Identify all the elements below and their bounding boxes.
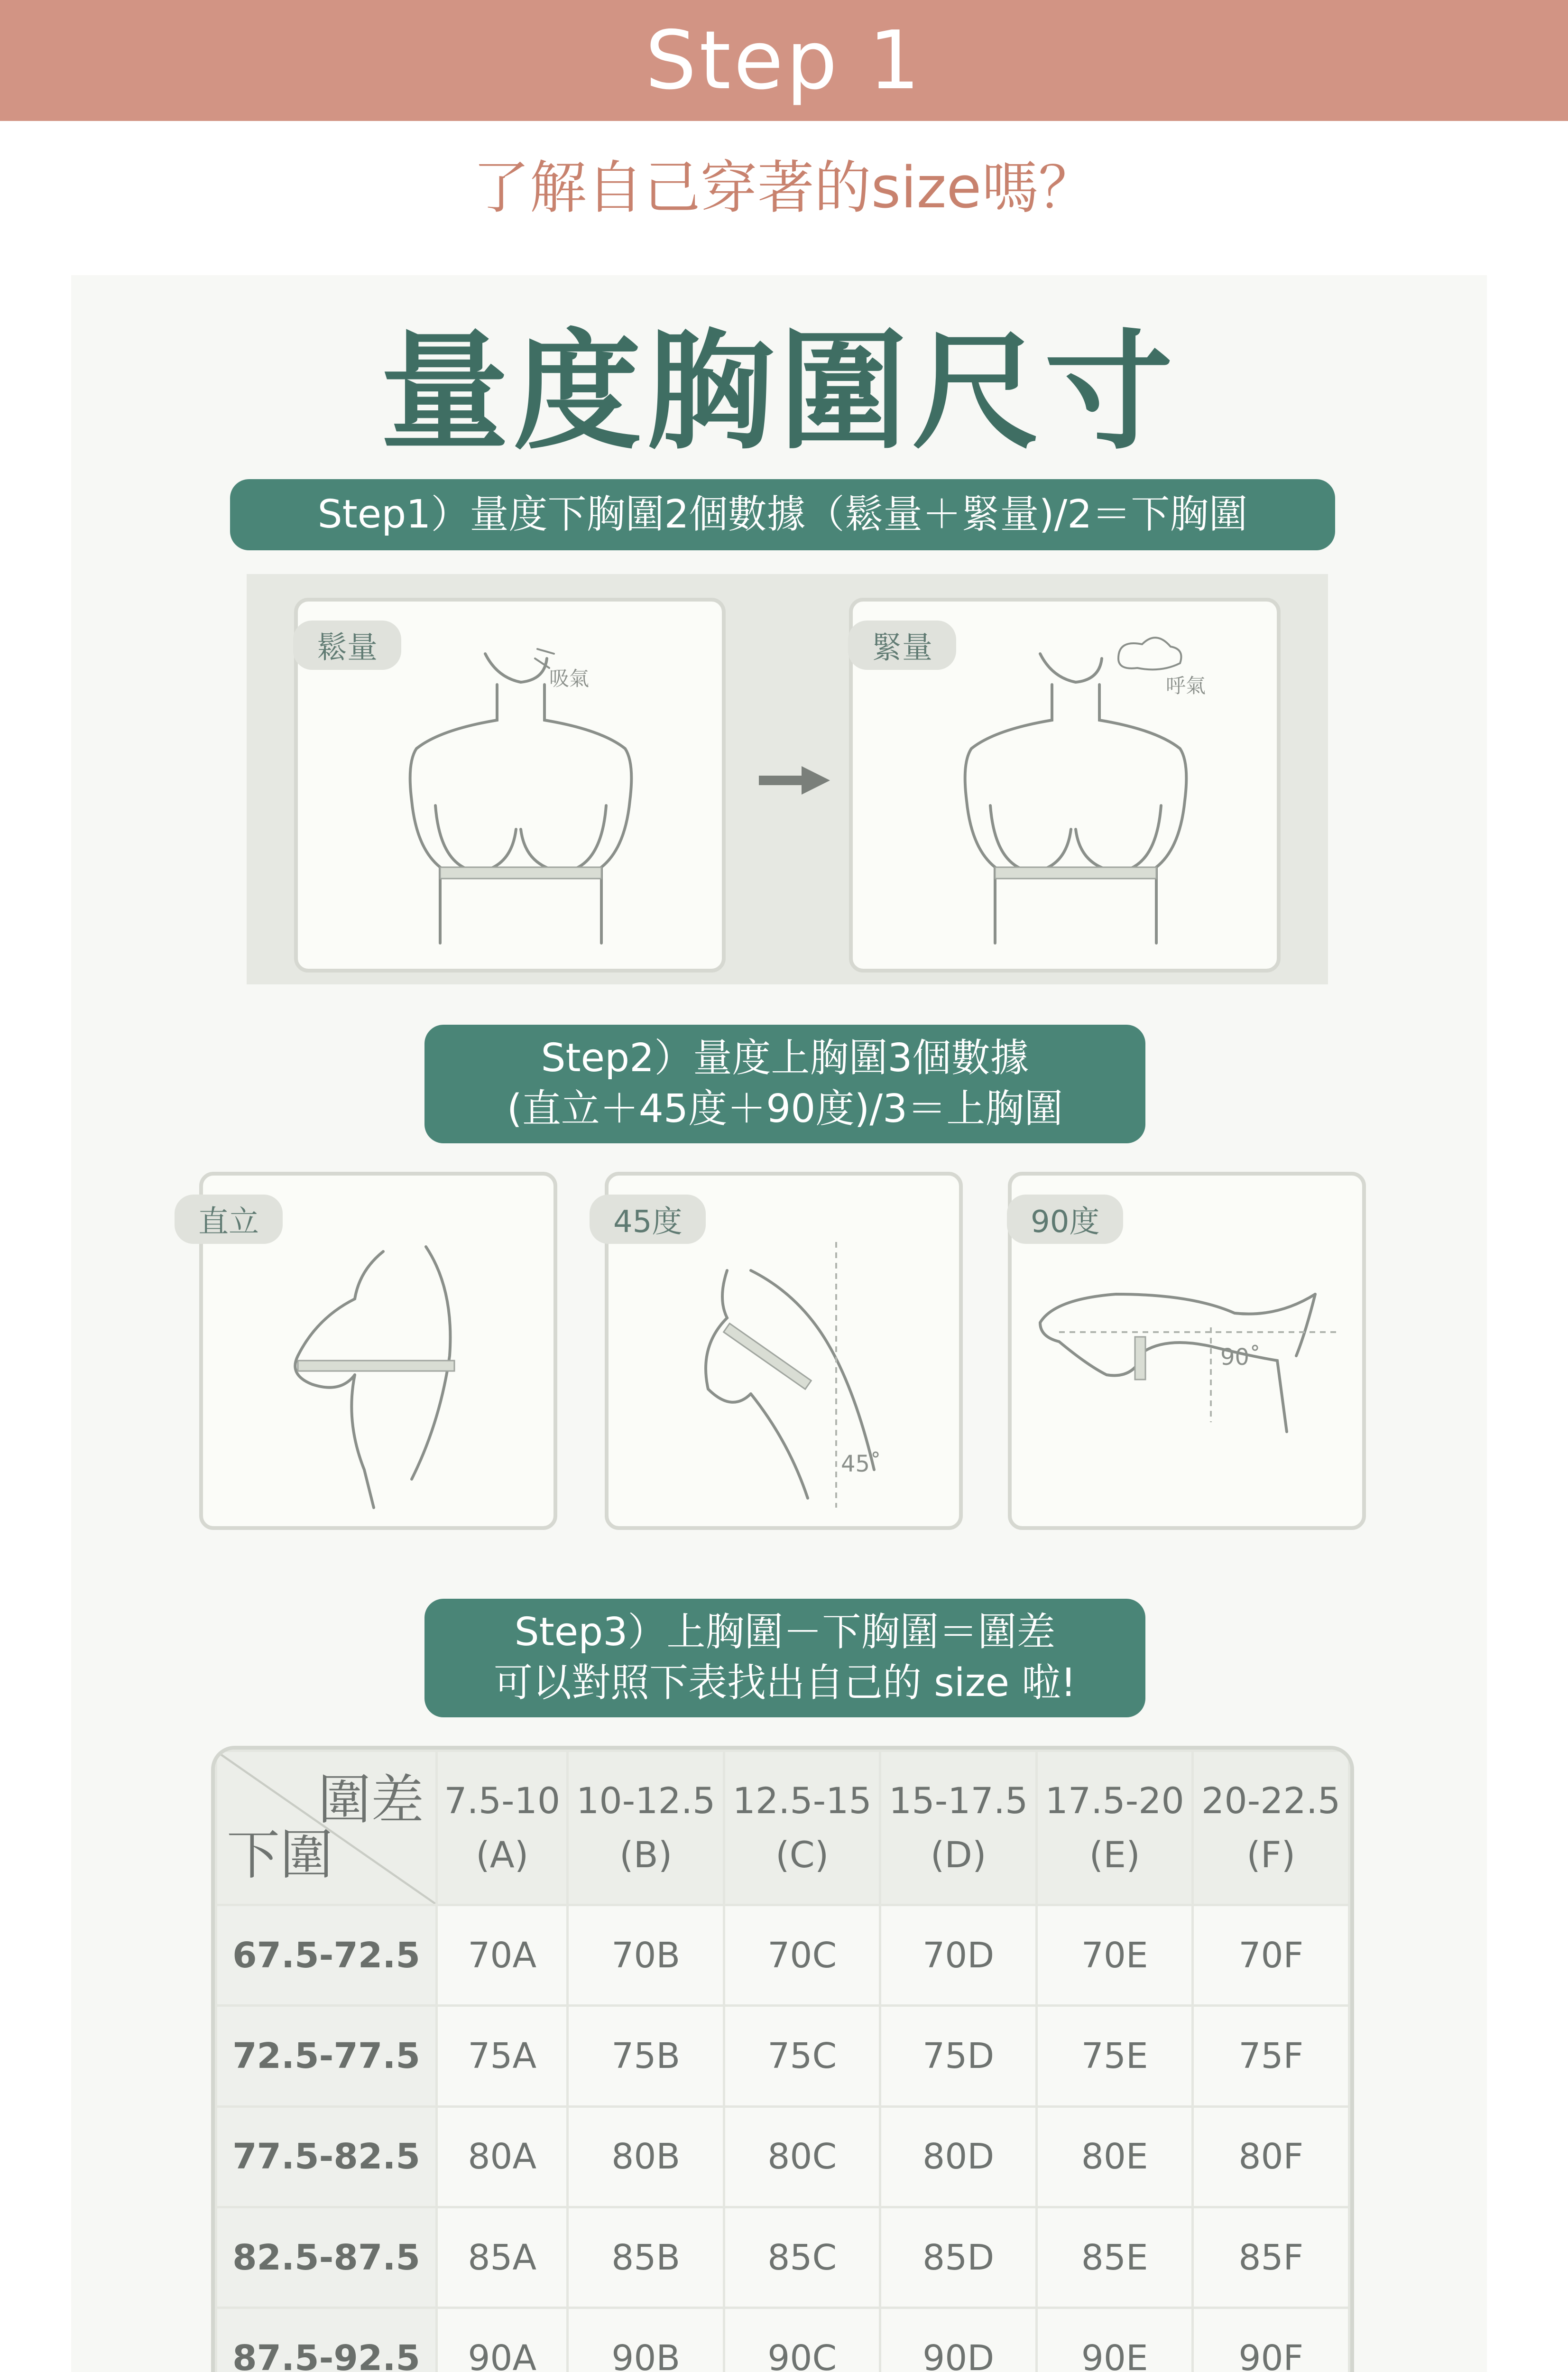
upright-profile-illustration <box>203 1176 554 1527</box>
size-cell: 90B <box>568 2308 724 2372</box>
step1-text: Step1）量度下胸圍2個數據（鬆量＋緊量)/2＝下胸圍 <box>317 491 1248 537</box>
column-header: 15-17.5 (D) <box>880 1751 1037 1905</box>
column-header: 7.5-10 (A) <box>437 1751 568 1905</box>
tight-card <box>849 598 1281 973</box>
subtitle: 了解自己穿著的size嗎？ <box>472 155 1096 221</box>
size-cell: 80C <box>724 2106 880 2207</box>
column-header: 20-22.5 (F) <box>1193 1751 1349 1905</box>
table-row <box>216 2006 1349 2106</box>
size-cell: 90A <box>437 2308 568 2372</box>
table-row <box>216 2308 1349 2372</box>
banner-title: Step 1 <box>645 13 923 108</box>
size-cell: 85C <box>724 2207 880 2307</box>
size-cell: 70D <box>880 1905 1037 2006</box>
lean90-tag: 90度 <box>1007 1195 1123 1244</box>
size-cell: 75F <box>1193 2006 1349 2106</box>
size-cell: 85A <box>437 2207 568 2307</box>
torso-exhale-illustration <box>853 602 1280 972</box>
table-row <box>216 2106 1349 2207</box>
size-cell: 80F <box>1193 2106 1349 2207</box>
size-cell: 90D <box>880 2308 1037 2372</box>
table-row <box>216 1905 1349 2006</box>
size-table <box>211 1746 1354 2372</box>
lean45-profile-illustration <box>609 1176 959 1527</box>
size-cell: 70A <box>437 1905 568 2006</box>
upright-card <box>199 1172 557 1530</box>
row-header: 82.5-87.5 <box>216 2207 437 2307</box>
column-header: 12.5-15 (C) <box>724 1751 880 1905</box>
loose-tag: 鬆量 <box>293 621 401 670</box>
arrow-right-icon <box>759 764 830 797</box>
size-cell: 70E <box>1036 1905 1193 2006</box>
inhale-label: 吸氣 <box>549 667 590 690</box>
lean90-card <box>1008 1172 1366 1530</box>
column-header: 10-12.5 (B) <box>568 1751 724 1905</box>
column-header: 17.5-20 (E) <box>1036 1751 1193 1905</box>
size-cell: 85D <box>880 2207 1037 2307</box>
upright-tag: 直立 <box>175 1195 283 1244</box>
step1-banner <box>230 479 1335 550</box>
table-row <box>216 2207 1349 2307</box>
size-cell: 90E <box>1036 2308 1193 2372</box>
row-header: 77.5-82.5 <box>216 2106 437 2207</box>
step3-line1: Step3）上胸圍－下胸圍＝圍差 <box>514 1610 1056 1655</box>
step2-line2: (直立＋45度＋90度)/3＝上胸圍 <box>507 1086 1063 1131</box>
loose-card <box>294 598 726 973</box>
torso-inhale-illustration <box>298 602 725 972</box>
step2-banner <box>424 1025 1145 1143</box>
size-cell: 75C <box>724 2006 880 2106</box>
step3-line2: 可以對照下表找出自己的 size 啦! <box>494 1660 1076 1705</box>
size-cell: 80E <box>1036 2106 1193 2207</box>
size-grid <box>215 1750 1350 2372</box>
size-cell: 75B <box>568 2006 724 2106</box>
size-cell: 85E <box>1036 2207 1193 2307</box>
step-banner <box>0 0 1568 121</box>
row-header: 72.5-77.5 <box>216 2006 437 2106</box>
row-header: 67.5-72.5 <box>216 1905 437 2006</box>
lean90-profile-illustration <box>1012 1176 1363 1527</box>
step3-banner <box>424 1599 1145 1717</box>
size-cell: 75E <box>1036 2006 1193 2106</box>
size-cell: 70C <box>724 1905 880 2006</box>
size-cell: 75D <box>880 2006 1037 2106</box>
size-cell: 85B <box>568 2207 724 2307</box>
angle-45-label: 45˚ <box>841 1451 882 1477</box>
size-cell: 85F <box>1193 2207 1349 2307</box>
size-cell: 75A <box>437 2006 568 2106</box>
tight-tag: 緊量 <box>848 621 956 670</box>
size-cell: 70F <box>1193 1905 1349 2006</box>
guide-title: 量度胸圍尺寸 <box>380 317 1178 467</box>
size-cell: 70B <box>568 1905 724 2006</box>
size-cell: 90C <box>724 2308 880 2372</box>
table-corner-cell <box>216 1751 437 1905</box>
lean45-tag: 45度 <box>590 1195 706 1244</box>
size-cell: 80D <box>880 2106 1037 2207</box>
table-header-row <box>216 1751 1349 1905</box>
size-cell: 80A <box>437 2106 568 2207</box>
exhale-label: 呼氣 <box>1166 674 1206 697</box>
row-header: 87.5-92.5 <box>216 2308 437 2372</box>
measurement-guide <box>71 275 1487 2372</box>
corner-bottom-label: 下圍 <box>227 1825 333 1886</box>
size-cell: 90F <box>1193 2308 1349 2372</box>
corner-top-label: 圍差 <box>318 1770 424 1831</box>
angle-90-label: 90˚ <box>1220 1344 1261 1371</box>
step2-line1: Step2）量度上胸圍3個數據 <box>541 1036 1029 1081</box>
lean45-card <box>605 1172 963 1530</box>
size-cell: 80B <box>568 2106 724 2207</box>
